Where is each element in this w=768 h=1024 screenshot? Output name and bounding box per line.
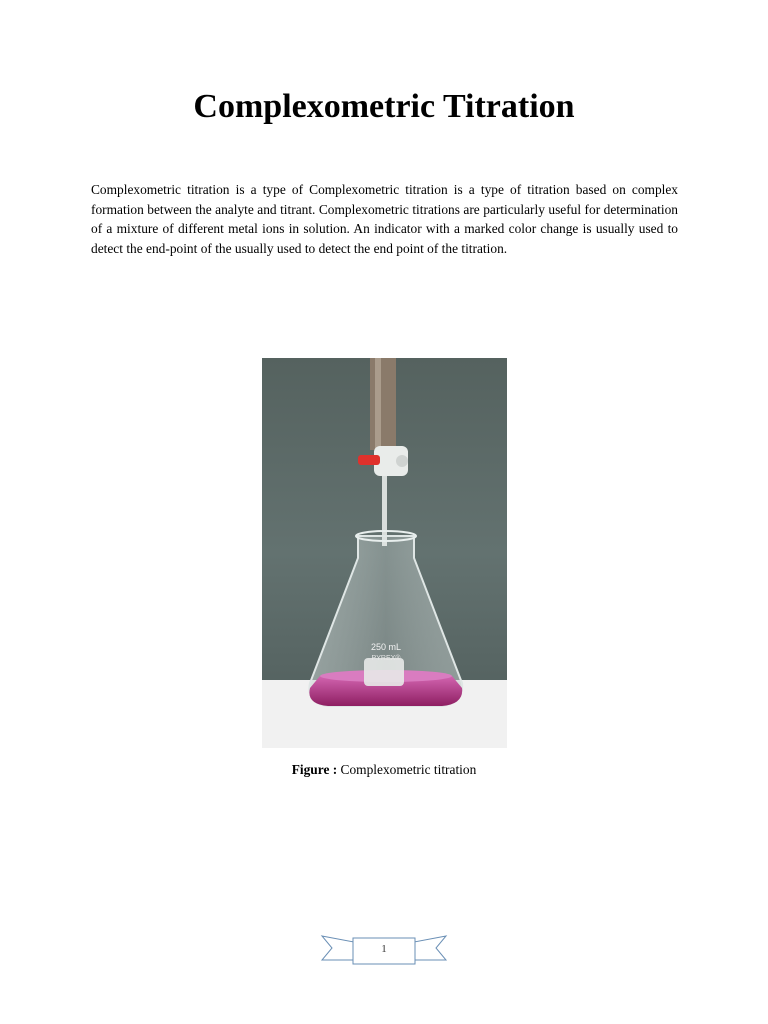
body-paragraph: Complexometric titration is a type of Complexometric titration is a type of titration based on complex formation between the analyte and titrant. Complexometric titrations are particularly useful for determination of a mixture of different metal ions in solution. An indicator with a marked color change is usually used to detect the end-point of the usually used to detect the end point of the titration. — [91, 182, 678, 256]
page-title: Complexometric Titration — [193, 88, 575, 125]
caption-label: Figure : — [291, 762, 338, 777]
flask-volume-label: 250 mL — [370, 642, 402, 652]
titration-photo — [262, 358, 507, 748]
caption-text: Complexometric titration — [337, 762, 477, 777]
page-number: 1 — [381, 943, 387, 955]
burette — [370, 358, 396, 450]
stir-bar — [364, 658, 404, 686]
figure-caption — [0, 762, 768, 778]
flask-brand-label: PYREX® — [371, 655, 401, 662]
